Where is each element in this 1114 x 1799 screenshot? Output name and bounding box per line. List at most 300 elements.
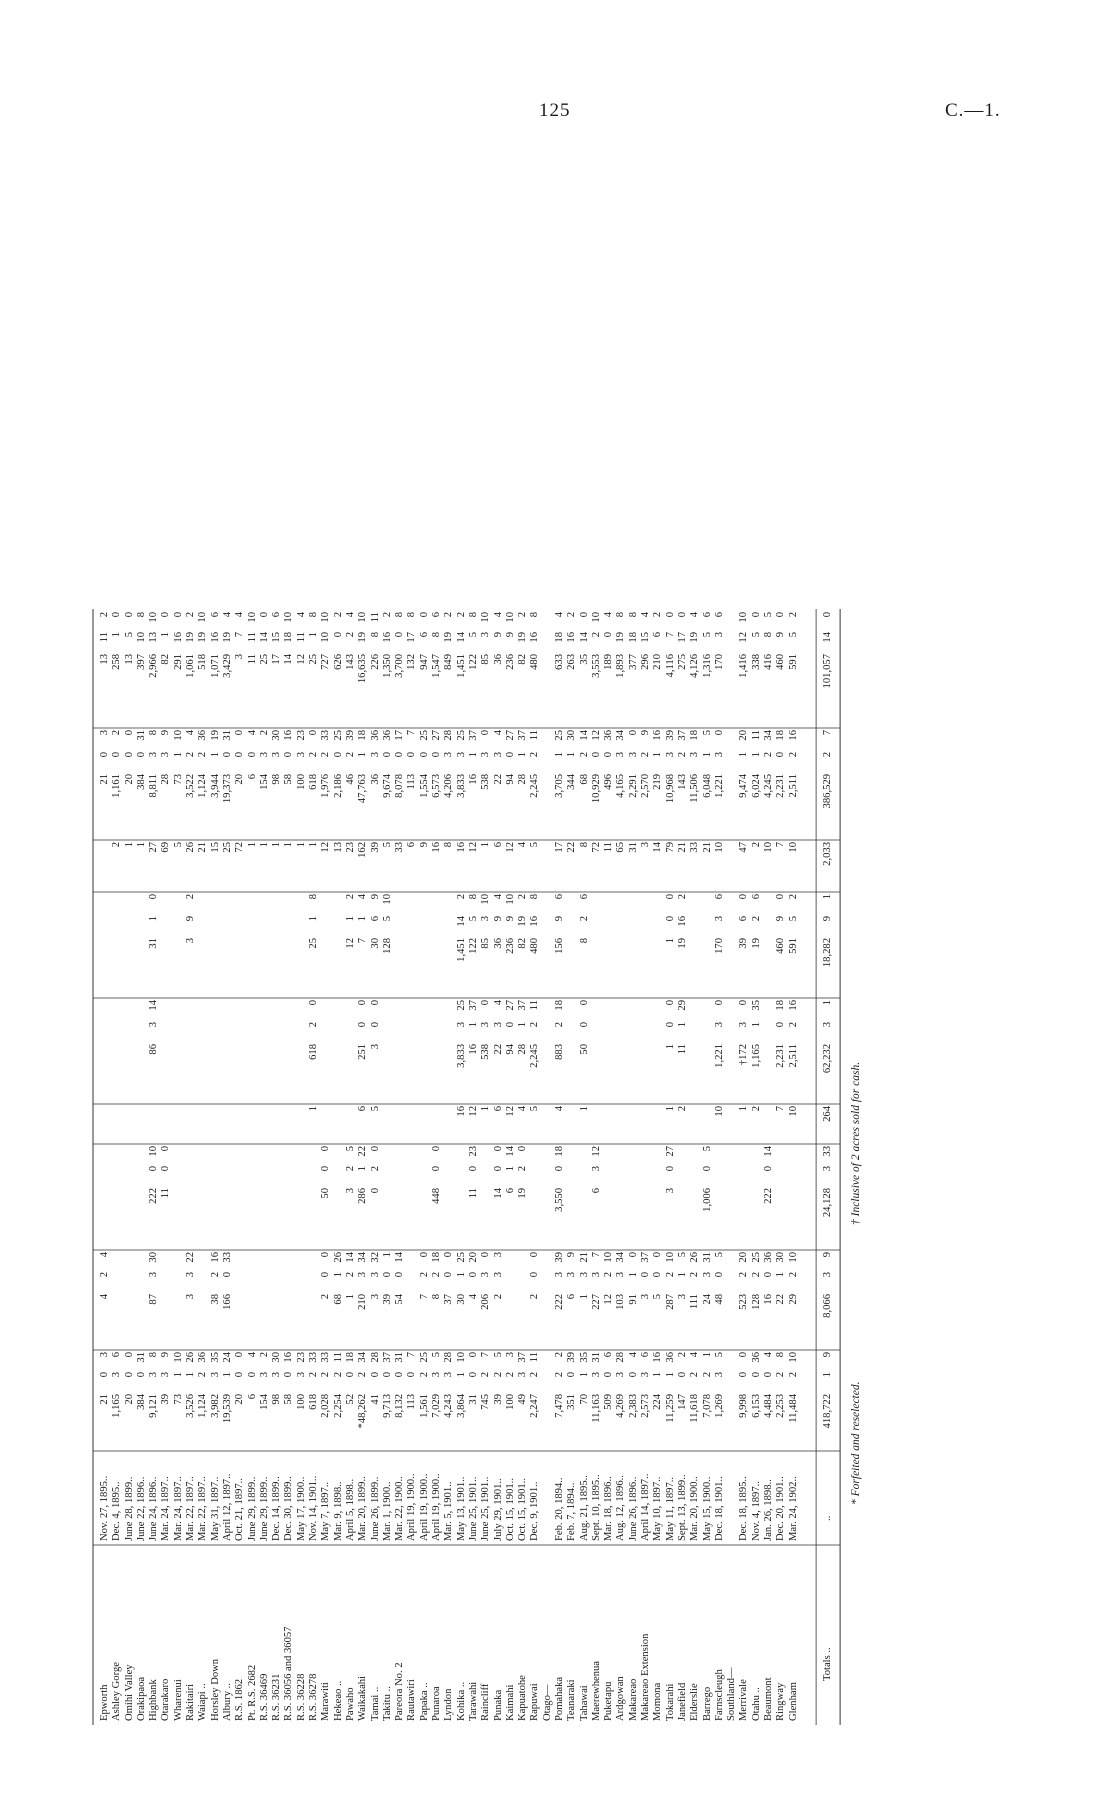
table-cell: [419, 1146, 431, 1163]
table-cell: 31: [148, 938, 160, 949]
table-cell: 3: [431, 1372, 443, 1378]
table-cell: [443, 1106, 455, 1137]
totals-cell: 9: [822, 916, 834, 922]
table-cell: 36: [492, 654, 504, 665]
table-cell: [197, 894, 209, 913]
table-cell: [247, 916, 259, 935]
table-cell: 30: [271, 730, 283, 741]
holding-name: Puketapu: [603, 1681, 615, 1721]
table-cell: 10: [787, 842, 799, 853]
table-cell: [308, 1294, 320, 1343]
purchase-date: Dec. 14, 1899..: [271, 1476, 283, 1541]
table-cell: [185, 1044, 197, 1097]
table-cell: 4: [689, 612, 701, 618]
table-cell: 36: [381, 730, 393, 741]
table-cell: 18: [775, 730, 787, 741]
table-cell: 4: [627, 1352, 639, 1358]
table-cell: 14: [394, 1252, 406, 1263]
purchase-date: May 13, 1901..: [455, 1476, 467, 1541]
table-cell: 11: [529, 730, 541, 741]
table-cell: [603, 1000, 615, 1019]
table-cell: 3: [480, 1022, 492, 1028]
table-cell: 11,484: [787, 1394, 799, 1423]
table-cell: 2: [344, 632, 356, 638]
table-cell: [443, 1000, 455, 1019]
table-cell: [480, 1188, 492, 1243]
table-cell: 222: [553, 1294, 565, 1310]
table-cell: 2: [320, 752, 332, 758]
table-cell: 170: [713, 938, 725, 954]
table-cell: 7,478: [553, 1394, 565, 1418]
table-cell: [431, 1106, 443, 1137]
totals-cell: 9: [822, 1252, 834, 1258]
table-cell: 1: [381, 1252, 393, 1258]
holding-name: Marawiti: [320, 1682, 332, 1721]
table-cell: [456, 1188, 468, 1243]
table-cell: [160, 1106, 172, 1137]
table-cell: 10: [763, 842, 775, 853]
table-cell: [271, 1294, 283, 1343]
table-cell: [714, 1166, 726, 1185]
table-cell: [259, 894, 271, 913]
table-cell: 727: [320, 654, 332, 670]
table-cell: 4,243: [443, 1394, 455, 1418]
table-cell: 37: [676, 730, 688, 741]
table-cell: 2: [750, 1106, 762, 1112]
table-cell: [124, 916, 136, 935]
table-cell: 17: [394, 730, 406, 741]
table-cell: 1,554: [418, 774, 430, 798]
table-cell: 35: [578, 654, 590, 665]
table-cell: 15: [271, 632, 283, 643]
table-cell: 0: [381, 1272, 393, 1278]
table-cell: 2: [517, 894, 529, 900]
table-cell: 3,982: [209, 1394, 221, 1418]
table-cell: 72: [590, 842, 602, 853]
table-cell: 1: [308, 842, 320, 848]
table-cell: 1: [455, 1272, 467, 1278]
table-cell: 8: [135, 612, 147, 618]
table-cell: 12: [295, 654, 307, 665]
table-cell: 0: [763, 1166, 775, 1172]
table-cell: [222, 894, 234, 913]
table-cell: 39: [738, 938, 750, 949]
table-cell: 0: [775, 894, 787, 900]
table-cell: [615, 1106, 627, 1137]
table-cell: 22: [775, 1294, 787, 1305]
table-cell: 6: [713, 894, 725, 900]
table-cell: 5: [787, 632, 799, 638]
table-cell: 1: [676, 1022, 688, 1028]
table-cell: [111, 1166, 123, 1185]
table-cell: [652, 1022, 664, 1041]
holding-name: Ashley Gorge: [111, 1662, 123, 1721]
purchase-date: Oct. 15, 1901..: [504, 1478, 516, 1541]
table-cell: 5: [713, 1252, 725, 1258]
purchase-date: May 11, 1897..: [664, 1476, 676, 1541]
table-cell: 34: [615, 730, 627, 741]
table-cell: [529, 1188, 541, 1243]
table-cell: 20: [123, 774, 135, 785]
table-cell: 3: [209, 1372, 221, 1378]
table-cell: [591, 1044, 603, 1097]
table-cell: [542, 916, 554, 935]
table-cell: 1,547: [431, 654, 443, 678]
table-cell: 9: [160, 1352, 172, 1358]
holding-name: Ardgowan: [615, 1676, 627, 1721]
holding-name: Kapuatohe: [517, 1675, 529, 1721]
table-cell: 7: [664, 632, 676, 638]
table-cell: 0: [480, 730, 492, 736]
table-cell: 0: [369, 1372, 381, 1378]
holding-name: Elderslie: [689, 1683, 701, 1721]
table-cell: [173, 938, 185, 991]
table-cell: [111, 1272, 123, 1291]
holding-name: Makareao: [627, 1678, 639, 1721]
table-cell: [111, 1022, 123, 1041]
table-cell: 2: [480, 1372, 492, 1378]
table-cell: [652, 1044, 664, 1097]
table-cell: 31: [135, 1352, 147, 1363]
table-cell: 1: [148, 916, 160, 922]
table-cell: [406, 1044, 418, 1097]
table-cell: [615, 1146, 627, 1163]
table-cell: 4: [492, 612, 504, 618]
purchase-date: Mar. 24, 1902..: [787, 1476, 799, 1541]
table-cell: 4: [492, 894, 504, 900]
table-cell: 58: [283, 1394, 295, 1405]
table-cell: 18: [689, 730, 701, 741]
table-cell: 20: [234, 774, 246, 785]
table-cell: 227: [590, 1294, 602, 1310]
table-cell: 0: [344, 1372, 356, 1378]
purchase-date: Mar. 1, 1900..: [381, 1481, 393, 1541]
table-cell: 1: [750, 1022, 762, 1028]
totals-cell: 18,282: [822, 938, 834, 968]
table-cell: [689, 1044, 701, 1097]
table-cell: [271, 894, 283, 913]
table-cell: [234, 1044, 246, 1097]
table-cell: 11: [160, 1188, 172, 1199]
table-cell: [406, 1166, 418, 1185]
footnote-forfeited: * Forfeited and reselected.: [850, 1381, 863, 1505]
table-cell: 13: [123, 654, 135, 665]
purchase-date: May 10, 1897..: [652, 1476, 664, 1541]
table-cell: 8: [394, 612, 406, 618]
table-cell: 16: [283, 730, 295, 741]
table-cell: 0: [517, 1146, 529, 1152]
table-cell: 29: [676, 1000, 688, 1011]
table-cell: 37: [467, 1000, 479, 1011]
table-cell: 5: [701, 632, 713, 638]
table-cell: 0: [234, 752, 246, 758]
table-cell: [234, 1252, 246, 1269]
table-cell: 2: [750, 842, 762, 848]
table-cell: [542, 1146, 554, 1163]
totals-cell: Totals ..: [822, 1647, 834, 1681]
table-cell: [579, 1188, 591, 1243]
table-cell: [763, 894, 775, 913]
holding-name: Otahu ..: [750, 1687, 762, 1721]
table-cell: 10: [246, 612, 258, 623]
table-cell: 0: [664, 1166, 676, 1172]
table-cell: 3: [713, 916, 725, 922]
table-cell: [185, 1022, 197, 1041]
table-cell: 12: [738, 632, 750, 643]
table-cell: [628, 1146, 640, 1163]
table-cell: 3: [271, 752, 283, 758]
table-cell: 2: [258, 1352, 270, 1358]
table-cell: 122: [467, 654, 479, 670]
table-cell: [443, 1044, 455, 1097]
table-cell: 23: [295, 730, 307, 741]
table-cell: 17: [406, 632, 418, 643]
table-cell: 2: [787, 752, 799, 758]
table-cell: 0: [627, 1372, 639, 1378]
table-cell: 0: [603, 752, 615, 758]
table-cell: 0: [627, 1252, 639, 1258]
holding-name: Lyndon: [443, 1688, 455, 1721]
table-cell: [542, 894, 554, 913]
table-cell: [566, 1022, 578, 1041]
table-cell: 19: [443, 632, 455, 643]
table-cell: 1: [308, 916, 320, 922]
table-cell: [726, 1352, 738, 1369]
table-cell: [591, 894, 603, 913]
table-cell: 6: [418, 632, 430, 638]
table-cell: [234, 916, 246, 935]
table-cell: 745: [480, 1394, 492, 1410]
table-cell: 0: [246, 752, 258, 758]
purchase-date: Mar. 20, 1899..: [357, 1476, 369, 1541]
table-cell: [296, 1000, 308, 1019]
table-cell: 1: [553, 752, 565, 758]
table-cell: 37: [517, 1352, 529, 1363]
table-cell: [173, 1146, 185, 1163]
value-column-l: [99, 1022, 800, 1041]
table-cell: [160, 894, 172, 913]
table-cell: 7: [406, 1352, 418, 1358]
table-cell: 1: [578, 1372, 590, 1378]
table-cell: 14: [578, 632, 590, 643]
table-cell: 0: [123, 612, 135, 618]
table-cell: [333, 1106, 345, 1137]
table-cell: 18: [553, 632, 565, 643]
table-cell: 2: [787, 612, 799, 618]
totals-cell: 9: [822, 1352, 834, 1358]
holding-name: Epworth: [99, 1684, 110, 1721]
table-cell: [702, 894, 714, 913]
table-cell: [431, 1022, 443, 1041]
table-cell: [406, 1000, 418, 1019]
table-cell: 3: [185, 938, 197, 944]
table-cell: 633: [553, 654, 565, 670]
table-cell: 2,245: [529, 1044, 541, 1068]
table-cell: 8: [148, 730, 160, 736]
table-cell: [136, 1294, 148, 1343]
table-cell: [542, 1372, 554, 1391]
table-cell: 36: [664, 1352, 676, 1363]
table-cell: 1: [271, 842, 283, 848]
table-cell: [234, 1000, 246, 1019]
table-cell: 68: [578, 774, 590, 785]
table-cell: 16: [763, 1294, 775, 1305]
purchase-date: June 22, 1896..: [135, 1476, 147, 1541]
purchase-date: May 17, 1900..: [295, 1476, 307, 1541]
table-cell: 4: [640, 612, 652, 618]
holding-name: Otarakaro: [160, 1678, 172, 1721]
table-cell: 2: [332, 612, 344, 618]
table-cell: 480: [529, 938, 541, 954]
table-cell: 291: [172, 654, 184, 670]
table-cell: 0: [763, 1372, 775, 1378]
table-cell: [443, 938, 455, 991]
table-cell: 1: [160, 632, 172, 638]
table-cell: [111, 1106, 123, 1137]
table-cell: [296, 916, 308, 935]
table-cell: 1,350: [381, 654, 393, 678]
table-cell: 147: [676, 1394, 688, 1410]
table-cell: 3,550: [553, 1188, 565, 1212]
table-cell: [111, 1294, 123, 1343]
table-cell: [394, 1188, 406, 1243]
table-cell: [677, 1188, 689, 1243]
table-cell: 48: [713, 1294, 725, 1305]
table-cell: 0: [713, 1272, 725, 1278]
table-cell: 16: [455, 842, 467, 853]
table-cell: 9: [775, 632, 787, 638]
table-cell: 6: [246, 774, 258, 780]
table-cell: 0: [738, 1372, 750, 1378]
table-cell: 0: [664, 612, 676, 618]
table-cell: [210, 1106, 222, 1137]
table-cell: [689, 916, 701, 935]
table-cell: 3: [578, 1272, 590, 1278]
table-cell: 2: [455, 612, 467, 618]
table-cell: 3: [185, 1294, 197, 1300]
table-cell: 6: [504, 1188, 516, 1194]
table-cell: 0: [738, 894, 750, 900]
table-cell: 9: [492, 916, 504, 922]
table-cell: 5: [750, 632, 762, 638]
table-cell: 2: [344, 894, 356, 900]
table-cell: [542, 1272, 554, 1291]
table-cell: 0: [504, 752, 516, 758]
table-cell: 1,061: [185, 654, 197, 678]
table-cell: 7: [234, 632, 246, 638]
table-cell: [333, 1166, 345, 1185]
table-cell: 3,553: [590, 654, 602, 678]
table-cell: 2: [529, 1022, 541, 1028]
table-cell: 1: [480, 842, 492, 848]
purchase-date: Dec. 20, 1901..: [775, 1476, 787, 1541]
table-cell: [652, 938, 664, 991]
table-cell: 5: [467, 916, 479, 922]
table-cell: 2,511: [787, 774, 799, 798]
table-cell: 6: [750, 894, 762, 900]
purchase-date: Aug. 12, 1896..: [615, 1475, 627, 1541]
table-cell: [296, 894, 308, 913]
table-cell: 14: [578, 730, 590, 741]
table-cell: 16: [283, 1352, 295, 1363]
table-cell: [136, 1000, 148, 1019]
table-cell: 5: [676, 1252, 688, 1258]
table-cell: [345, 1022, 357, 1041]
table-cell: 6: [271, 612, 283, 618]
holding-name: Punaka: [492, 1689, 504, 1721]
table-cell: 3: [148, 1272, 160, 1278]
totals-cell: 14: [822, 632, 834, 643]
table-cell: [726, 842, 738, 885]
table-cell: [382, 1146, 394, 1163]
table-cell: [259, 1106, 271, 1137]
table-cell: [99, 1044, 111, 1097]
table-cell: 3: [455, 1022, 467, 1028]
table-cell: 6: [111, 1352, 123, 1358]
holding-name: Merrivale: [738, 1679, 750, 1721]
table-cell: 947: [418, 654, 430, 670]
table-cell: 16: [172, 632, 184, 643]
table-cell: [431, 1000, 443, 1019]
table-cell: [296, 938, 308, 991]
table-cell: [333, 1146, 345, 1163]
table-cell: 0: [750, 1372, 762, 1378]
table-cell: 0: [394, 632, 406, 638]
purchase-date: Dec. 18, 1901..: [713, 1476, 725, 1541]
table-cell: 416: [763, 654, 775, 670]
table-cell: 0: [480, 1000, 492, 1006]
totals-cell: 24,128: [822, 1188, 834, 1218]
table-cell: 85: [480, 654, 492, 665]
table-cell: [394, 916, 406, 935]
table-cell: 3: [148, 1022, 160, 1028]
table-cell: 0: [381, 1372, 393, 1378]
table-cell: 2: [185, 612, 197, 618]
table-cell: 0: [713, 1000, 725, 1006]
table-cell: 6: [590, 1188, 602, 1194]
purchase-date: Mar. 20, 1900..: [689, 1476, 701, 1541]
table-cell: 15: [209, 842, 221, 853]
table-cell: 73: [172, 774, 184, 785]
table-cell: [406, 1272, 418, 1291]
table-cell: [603, 938, 615, 991]
table-cell: 0: [652, 1252, 664, 1258]
value-column-k: [99, 1044, 800, 1097]
table-cell: [173, 1106, 185, 1137]
table-cell: [542, 842, 554, 885]
table-cell: [542, 1044, 554, 1097]
table-cell: [247, 1022, 259, 1041]
table-cell: 15: [640, 632, 652, 643]
table-cell: [124, 938, 136, 991]
table-cell: [628, 1188, 640, 1243]
table-cell: 12: [590, 1146, 602, 1157]
table-cell: 33: [320, 1352, 332, 1363]
table-cell: [591, 1000, 603, 1019]
table-cell: [124, 1146, 136, 1163]
table-cell: 21: [578, 1252, 590, 1263]
table-cell: 143: [676, 774, 688, 790]
table-cell: 3: [357, 1272, 369, 1278]
table-cell: 47: [738, 842, 750, 853]
table-cell: 3: [553, 1272, 565, 1278]
table-cell: [124, 1272, 136, 1291]
table-cell: 0: [504, 1022, 516, 1028]
table-cell: [173, 894, 185, 913]
table-cell: 11: [603, 842, 615, 853]
table-cell: [197, 1188, 209, 1243]
table-cell: 21: [99, 774, 110, 785]
